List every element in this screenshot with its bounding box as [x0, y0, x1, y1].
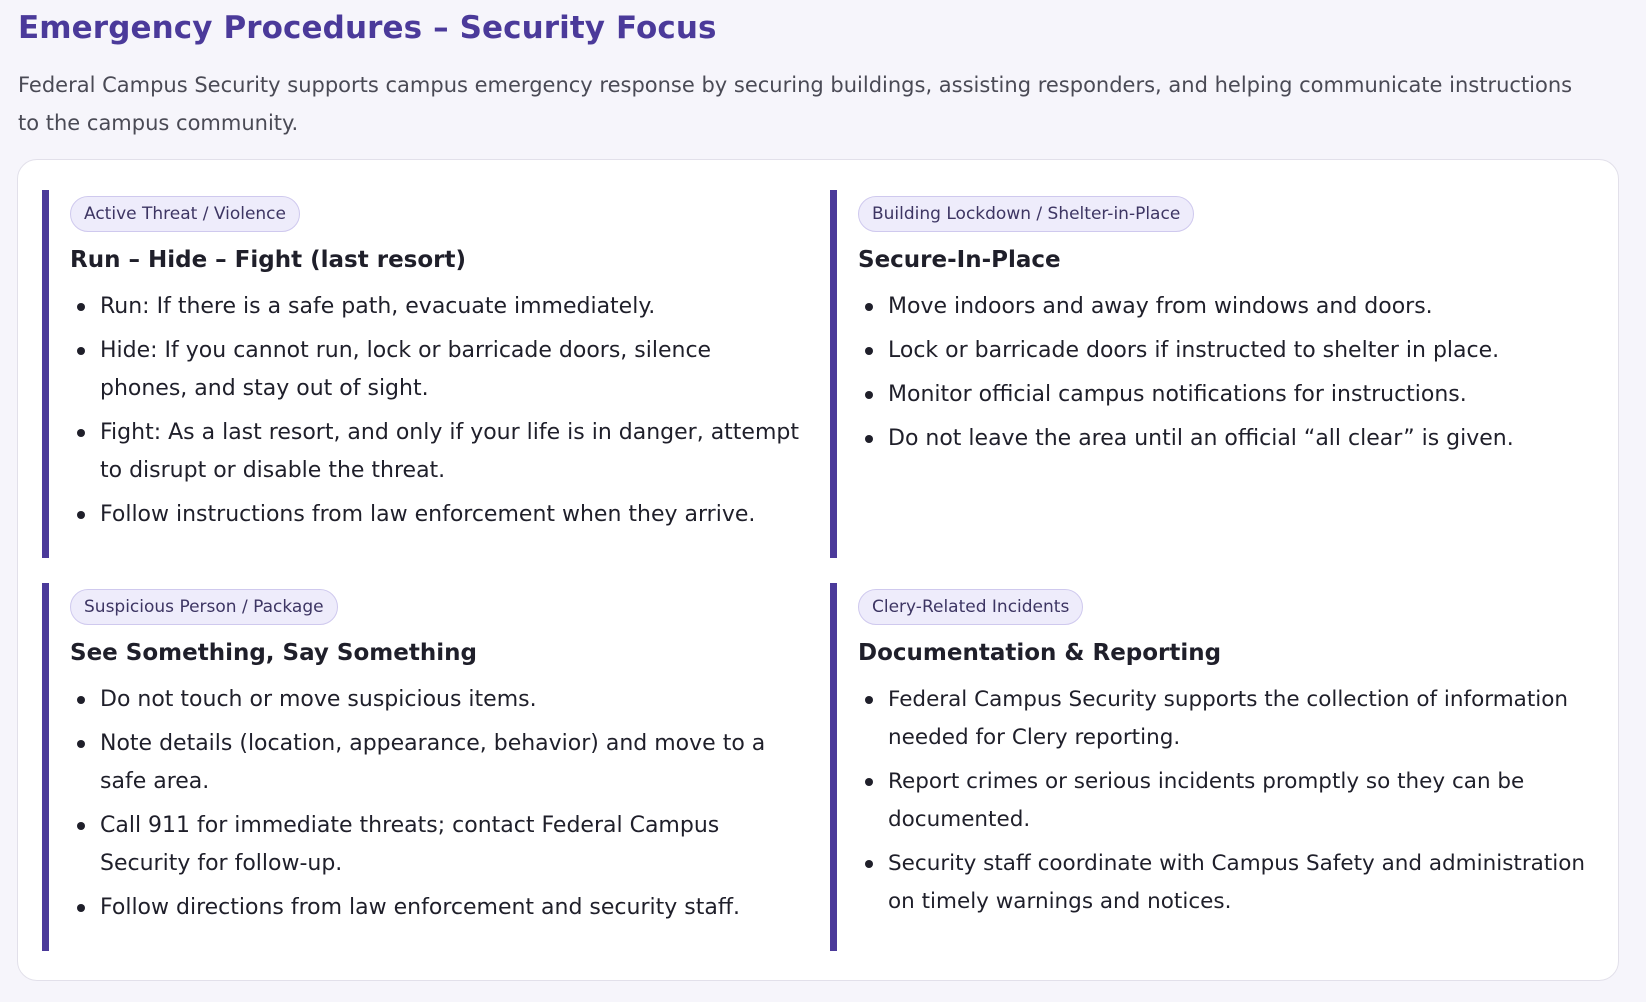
- list-item: Do not leave the area until an official “all clear” is given.: [858, 420, 1590, 458]
- list-item: Move indoors and away from windows and doors.: [858, 288, 1590, 326]
- list-item: Security staff coordinate with Campus Safety and administration on timely warnings and notices.: [858, 845, 1590, 921]
- section-tag: Clery-Related Incidents: [858, 589, 1083, 625]
- page-intro: Federal Campus Security supports campus emergency response by securing buildings, assisting responders, and helping communicate instructions to the campus community.: [18, 73, 1573, 135]
- list-item: Do not touch or move suspicious items.: [70, 681, 802, 719]
- list-item: Follow instructions from law enforcement when they arrive.: [70, 496, 802, 534]
- section-title: Documentation & Reporting: [858, 640, 1222, 666]
- list-item: Follow directions from law enforcement and security staff.: [70, 889, 802, 927]
- section-title: Secure-In-Place: [858, 247, 1061, 273]
- section-tag: Building Lockdown / Shelter-in-Place: [858, 196, 1194, 232]
- section-suspicious: [42, 583, 802, 951]
- list-item: Hide: If you cannot run, lock or barricade doors, silence phones, and stay out of sight.: [70, 332, 802, 408]
- bullet-list: [70, 288, 802, 534]
- list-item: Federal Campus Security supports the collection of information needed for Clery reporting.: [858, 681, 1590, 757]
- list-item: Report crimes or serious incidents promptly so they can be documented.: [858, 763, 1590, 839]
- list-item: Call 911 for immediate threats; contact Federal Campus Security for follow-up.: [70, 807, 802, 883]
- procedures-card: [17, 159, 1619, 981]
- list-item: Note details (location, appearance, behavior) and move to a safe area.: [70, 725, 802, 801]
- section-title: Run – Hide – Fight (last resort): [70, 247, 467, 273]
- bullet-list: [70, 681, 802, 927]
- section-tag: Suspicious Person / Package: [70, 589, 338, 625]
- section-clery: [830, 583, 1590, 951]
- list-item: Run: If there is a safe path, evacuate immediately.: [70, 288, 802, 326]
- bullet-list: [858, 288, 1590, 458]
- bullet-list: [858, 681, 1590, 921]
- section-lockdown: [830, 190, 1590, 558]
- list-item: Fight: As a last resort, and only if your life is in danger, attempt to disrupt or disable the threat.: [70, 414, 802, 490]
- page-title: Emergency Procedures – Security Focus: [18, 10, 717, 46]
- section-tag: Active Threat / Violence: [70, 196, 300, 232]
- list-item: Lock or barricade doors if instructed to shelter in place.: [858, 332, 1590, 370]
- section-active-threat: [42, 190, 802, 558]
- section-title: See Something, Say Something: [70, 640, 477, 666]
- list-item: Monitor official campus notifications for instructions.: [858, 376, 1590, 414]
